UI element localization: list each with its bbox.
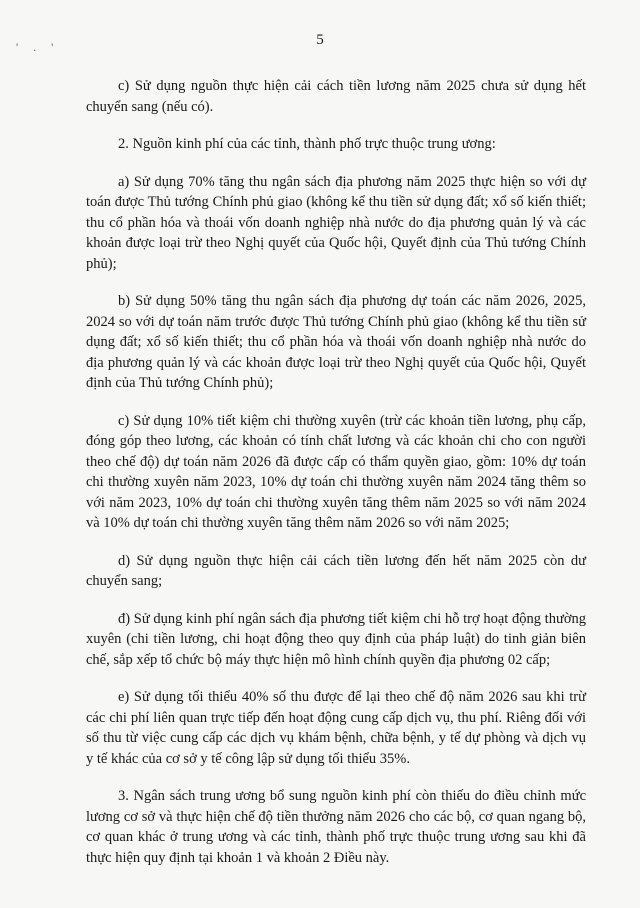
- scan-mark: ' . ': [16, 40, 60, 54]
- paragraph-2: 2. Nguồn kinh phí của các tỉnh, thành phố trực thuộc trung ương:: [118, 136, 496, 152]
- paragraph-2e: e) Sử dụng tối thiểu 40% số thu được để lại theo chế độ năm 2026 sau khi trừ các chi phí liên quan trực tiếp đến hoạt động cung cấp dịch vụ, thu phí. Riêng đối với số thu từ việc cung cấp các dịch vụ khám bệnh, chữa bệnh, y tế dự phòng và dịch vụ y tế khác của cơ sở y tế công lập sử dụng tối thiểu 35%.: [86, 689, 586, 767]
- paragraph-2b: b) Sử dụng 50% tăng thu ngân sách địa phương dự toán các năm 2026, 2025, 2024 so với dự toán năm trước được Thủ tướng Chính phủ giao (không kể thu tiền sử dụng đất; xổ số kiến thiết; thu cổ phần hóa và thoái vốn doanh nghiệp nhà nước do địa phương quản lý và các khoản được loại trừ theo Nghị quyết của Quốc hội, Quyết định của Thủ tướng Chính phủ);: [86, 293, 586, 391]
- paragraph-2a: a) Sử dụng 70% tăng thu ngân sách địa phương năm 2025 thực hiện so với dự toán được Thủ tướng Chính phủ giao (không kể thu tiền sử dụng đất; xổ số kiến thiết; thu cổ phần hóa và thoái vốn doanh nghiệp nhà nước do địa phương quản lý và các khoản được loại trừ theo Nghị quyết của Quốc hội, Quyết định của Thủ tướng Chính phủ);: [86, 173, 586, 272]
- paragraph-1c: c) Sử dụng nguồn thực hiện cải cách tiền lương năm 2025 chưa sử dụng hết chuyển sang (nếu có).: [86, 78, 586, 115]
- paragraph-2c: c) Sử dụng 10% tiết kiệm chi thường xuyên (trừ các khoản tiền lương, phụ cấp, đóng góp theo lương, các khoản có tính chất lương và các khoản chi cho con người theo chế độ) dự toán năm 2026 đã được cấp có thẩm quyền giao, gồm: 10% dự toán chi thường xuyên năm 2023, 10% dự toán chi thường xuyên năm 2024 tăng thêm so với năm 2023, 10% dự toán chi thường xuyên tăng thêm năm 2025 so với năm 2024 và 10% dự toán chi thường xuyên tăng thêm năm 2026 so với năm 2025;: [86, 412, 586, 531]
- paragraph-2d: d) Sử dụng nguồn thực hiện cải cách tiền lương đến hết năm 2025 còn dư chuyển sang;: [86, 552, 586, 589]
- paragraph-2dd: đ) Sử dụng kinh phí ngân sách địa phương tiết kiệm chi hỗ trợ hoạt động thường xuyên (chi tiền lương, chi hoạt động theo quy định của pháp luật) do tinh giản biên chế, sắp xếp tổ chức bộ máy thực hiện mô hình chính quyền địa phương 02 cấp;: [86, 610, 586, 668]
- document-body: [86, 76, 586, 885]
- paragraph-3: 3. Ngân sách trung ương bổ sung nguồn kinh phí còn thiếu do điều chỉnh mức lương cơ sở và thực hiện chế độ tiền thưởng năm 2026 cho các bộ, cơ quan ngang bộ, cơ quan khác ở trung ương và các tỉnh, thành phố trực thuộc trung ương sau khi đã thực hiện quy định tại khoản 1 và khoản 2 Điều này.: [86, 788, 586, 866]
- page-number: 5: [316, 32, 324, 48]
